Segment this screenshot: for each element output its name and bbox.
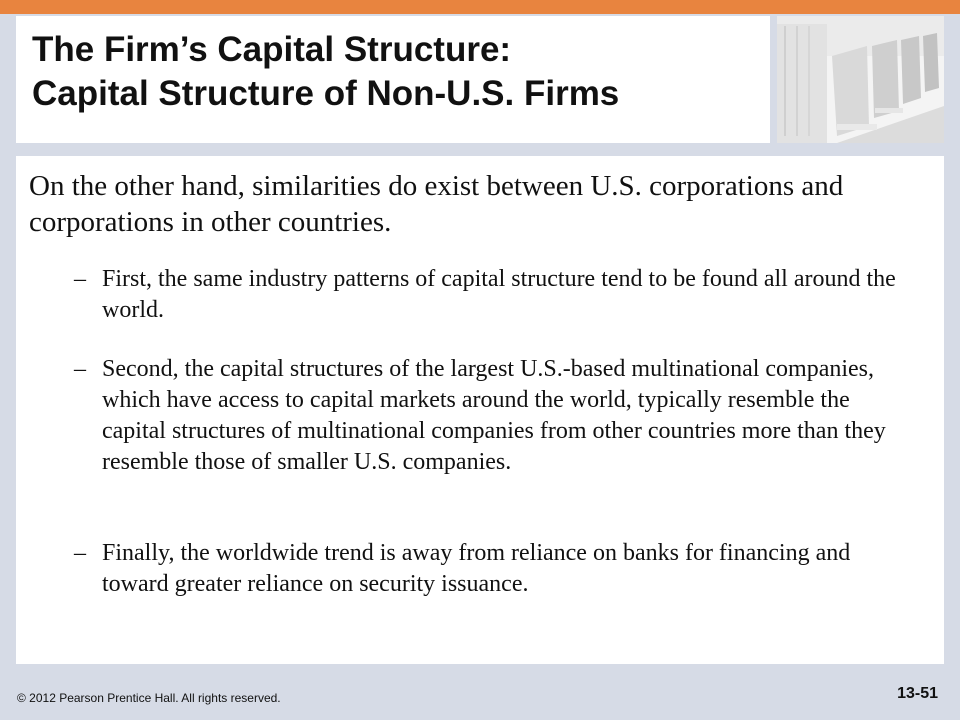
- bullet-text: Finally, the worldwide trend is away from reliance on banks for financing and toward greater reliance on security issuance.: [102, 540, 851, 597]
- slide-number: 13-51: [897, 685, 938, 702]
- title-panel: [16, 16, 770, 143]
- bullet-dash: –: [74, 356, 86, 382]
- bullet-text: First, the same industry patterns of capital structure tend to be found all around the world.: [102, 266, 896, 323]
- title-line-2: Capital Structure of Non-U.S. Firms: [32, 74, 620, 113]
- bullet-item: [74, 538, 914, 600]
- bullet-item: [74, 264, 914, 326]
- bullet-item: [74, 354, 914, 478]
- bullet-dash: –: [74, 540, 86, 566]
- content-panel: [16, 156, 944, 664]
- slide-title: [32, 28, 619, 116]
- bullet-dash: –: [74, 266, 86, 292]
- top-accent-bar: [0, 0, 960, 14]
- office-chairs-photo-icon: [777, 16, 944, 143]
- bullet-text: Second, the capital structures of the largest U.S.-based multinational companies, which have access to capital markets around the world, typically resemble the capital structures of multinational companies from other countries more than they resemble those of smaller U.S. companies.: [102, 356, 886, 475]
- intro-paragraph: On the other hand, similarities do exist between U.S. corporations and corporations in other countries.: [29, 170, 844, 238]
- title-line-1: The Firm’s Capital Structure:: [32, 30, 512, 69]
- copyright-text: © 2012 Pearson Prentice Hall. All rights reserved.: [17, 691, 281, 705]
- header-photo: [777, 16, 944, 143]
